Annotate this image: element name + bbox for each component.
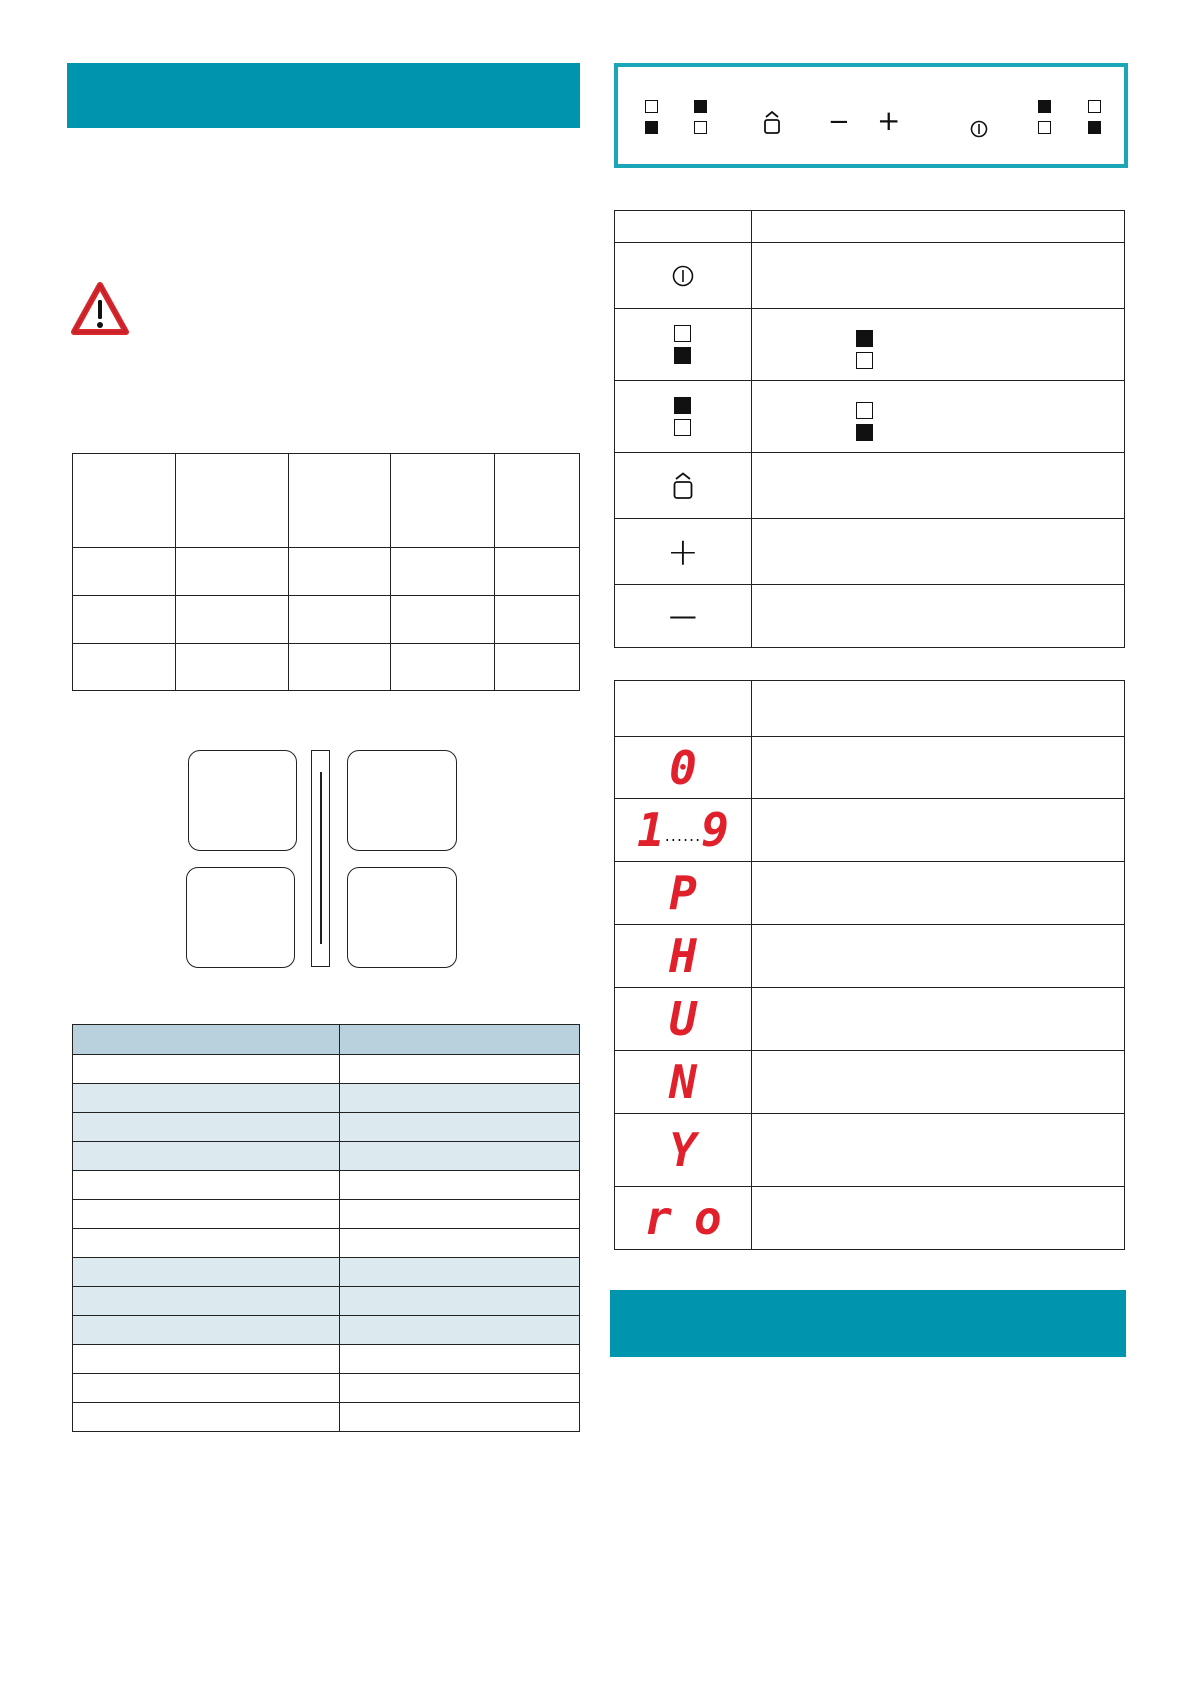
empty-square-icon [694,121,707,134]
cooking-zone-front-right [347,867,457,968]
table-cell [288,596,391,644]
power-button[interactable] [970,120,988,138]
table-cell [73,1258,340,1287]
table-header-cell [175,454,288,548]
description-cell [751,862,1124,925]
symbol-cell [615,381,752,453]
plus-button[interactable]: + [877,104,901,137]
zone-rear-left-button[interactable] [645,100,658,134]
display-code-cell [615,862,752,925]
minus-button[interactable]: − [828,107,850,137]
table-cell [73,1084,340,1113]
table-header-cell [615,211,752,243]
table-cell [340,1403,580,1432]
specification-table [72,453,580,691]
description-cell [751,1187,1124,1250]
empty-square-icon [645,100,658,113]
table-header-cell [288,454,391,548]
display-code-h: H [669,929,697,983]
table-cell [340,1287,580,1316]
range-dots: ...... [664,826,702,845]
zone-rear-right-button[interactable] [1088,100,1101,134]
table-cell [73,1171,340,1200]
table-cell [73,1142,340,1171]
zone-front-left-button[interactable] [694,100,707,134]
display-code-u: U [669,992,697,1046]
table-header-cell [340,1025,580,1055]
table-cell [175,596,288,644]
table-cell [73,596,176,644]
description-cell [751,519,1124,585]
filled-square-icon [694,100,707,113]
symbol-cell [615,519,752,585]
display-code-cell [615,1051,752,1114]
table-cell [73,1374,340,1403]
table-cell [340,1084,580,1113]
table-cell [73,1345,340,1374]
filled-square-icon [1038,100,1051,113]
display-code-cell [615,988,752,1051]
cooking-zone-front-left [186,867,295,968]
empty-square-icon [1088,100,1101,113]
table-header-cell [751,681,1124,737]
table-cell [340,1374,580,1403]
table-cell [73,548,176,596]
description-cell [751,453,1124,519]
symbol-cell [615,243,752,309]
table-cell [175,548,288,596]
table-cell [288,644,391,691]
symbol-cell [615,585,752,648]
control-strip-slot [320,772,322,944]
table-cell [340,1229,580,1258]
symbol-cell [615,453,752,519]
table-cell [175,644,288,691]
table-cell [73,1287,340,1316]
warning-triangle-icon [71,282,129,336]
table-cell [340,1055,580,1084]
filled-square-icon [674,347,691,364]
display-code-p: P [669,866,697,920]
table-cell [340,1316,580,1345]
table-cell [340,1142,580,1171]
description-cell [751,381,1124,453]
filled-square-icon [1088,121,1101,134]
display-codes-table [614,680,1125,1250]
table-cell [391,596,495,644]
table-cell [73,1113,340,1142]
minus-icon: — [668,599,697,632]
display-code-cell [615,737,752,799]
table-cell [340,1171,580,1200]
table-cell [495,548,580,596]
power-level-table [72,1024,580,1432]
cooking-zone-rear-left [188,750,297,851]
table-cell [73,1055,340,1084]
table-cell [495,644,580,691]
table-cell [340,1113,580,1142]
table-cell [73,1200,340,1229]
empty-square-icon [856,402,873,419]
table-cell [288,548,391,596]
table-header-cell [73,1025,340,1055]
empty-square-icon [674,419,691,436]
filled-square-icon [674,397,691,414]
table-cell [73,644,176,691]
lock-icon [671,472,695,500]
lock-button[interactable] [762,111,782,135]
table-cell [495,596,580,644]
display-code-cell [615,925,752,988]
description-cell [751,988,1124,1051]
filled-square-icon [645,121,658,134]
symbol-cell [615,309,752,381]
display-code-9: 9 [701,803,729,857]
display-code-n: N [669,1055,697,1109]
table-cell [340,1258,580,1287]
display-code-0: 0 [669,740,697,795]
table-cell [340,1200,580,1229]
table-header-cell [615,681,752,737]
filled-square-icon [856,424,873,441]
table-header-cell [73,454,176,548]
table-cell [391,548,495,596]
empty-square-icon [674,325,691,342]
description-cell [751,737,1124,799]
empty-square-icon [856,352,873,369]
display-code-o: o [693,1191,722,1245]
display-code-1: 1 [636,803,665,857]
description-cell [751,585,1124,648]
controls-symbol-table [614,210,1125,648]
plus-icon: + [666,529,699,574]
table-header-cell [751,211,1124,243]
table-cell [73,1229,340,1258]
table-cell [340,1345,580,1374]
control-panel [614,63,1128,168]
empty-square-icon [1038,121,1051,134]
display-code-cell [615,1187,752,1250]
section-header-banner-right [610,1290,1126,1357]
table-cell [73,1403,340,1432]
description-cell [751,1114,1124,1187]
description-cell [751,243,1124,309]
display-code-r: r [644,1191,672,1245]
table-cell [73,1316,340,1345]
cooking-zone-rear-right [347,750,457,851]
zone-front-right-button[interactable] [1038,100,1051,134]
description-cell [751,925,1124,988]
description-cell [751,799,1124,862]
filled-square-icon [856,330,873,347]
table-header-cell [495,454,580,548]
table-cell [391,644,495,691]
section-header-banner-left [67,63,580,128]
description-cell [751,309,1124,381]
display-code-cell [615,1114,752,1187]
display-code-y: Y [669,1123,697,1177]
power-icon [672,265,694,287]
description-cell [751,1051,1124,1114]
display-code-cell [615,799,752,862]
table-header-cell [391,454,495,548]
